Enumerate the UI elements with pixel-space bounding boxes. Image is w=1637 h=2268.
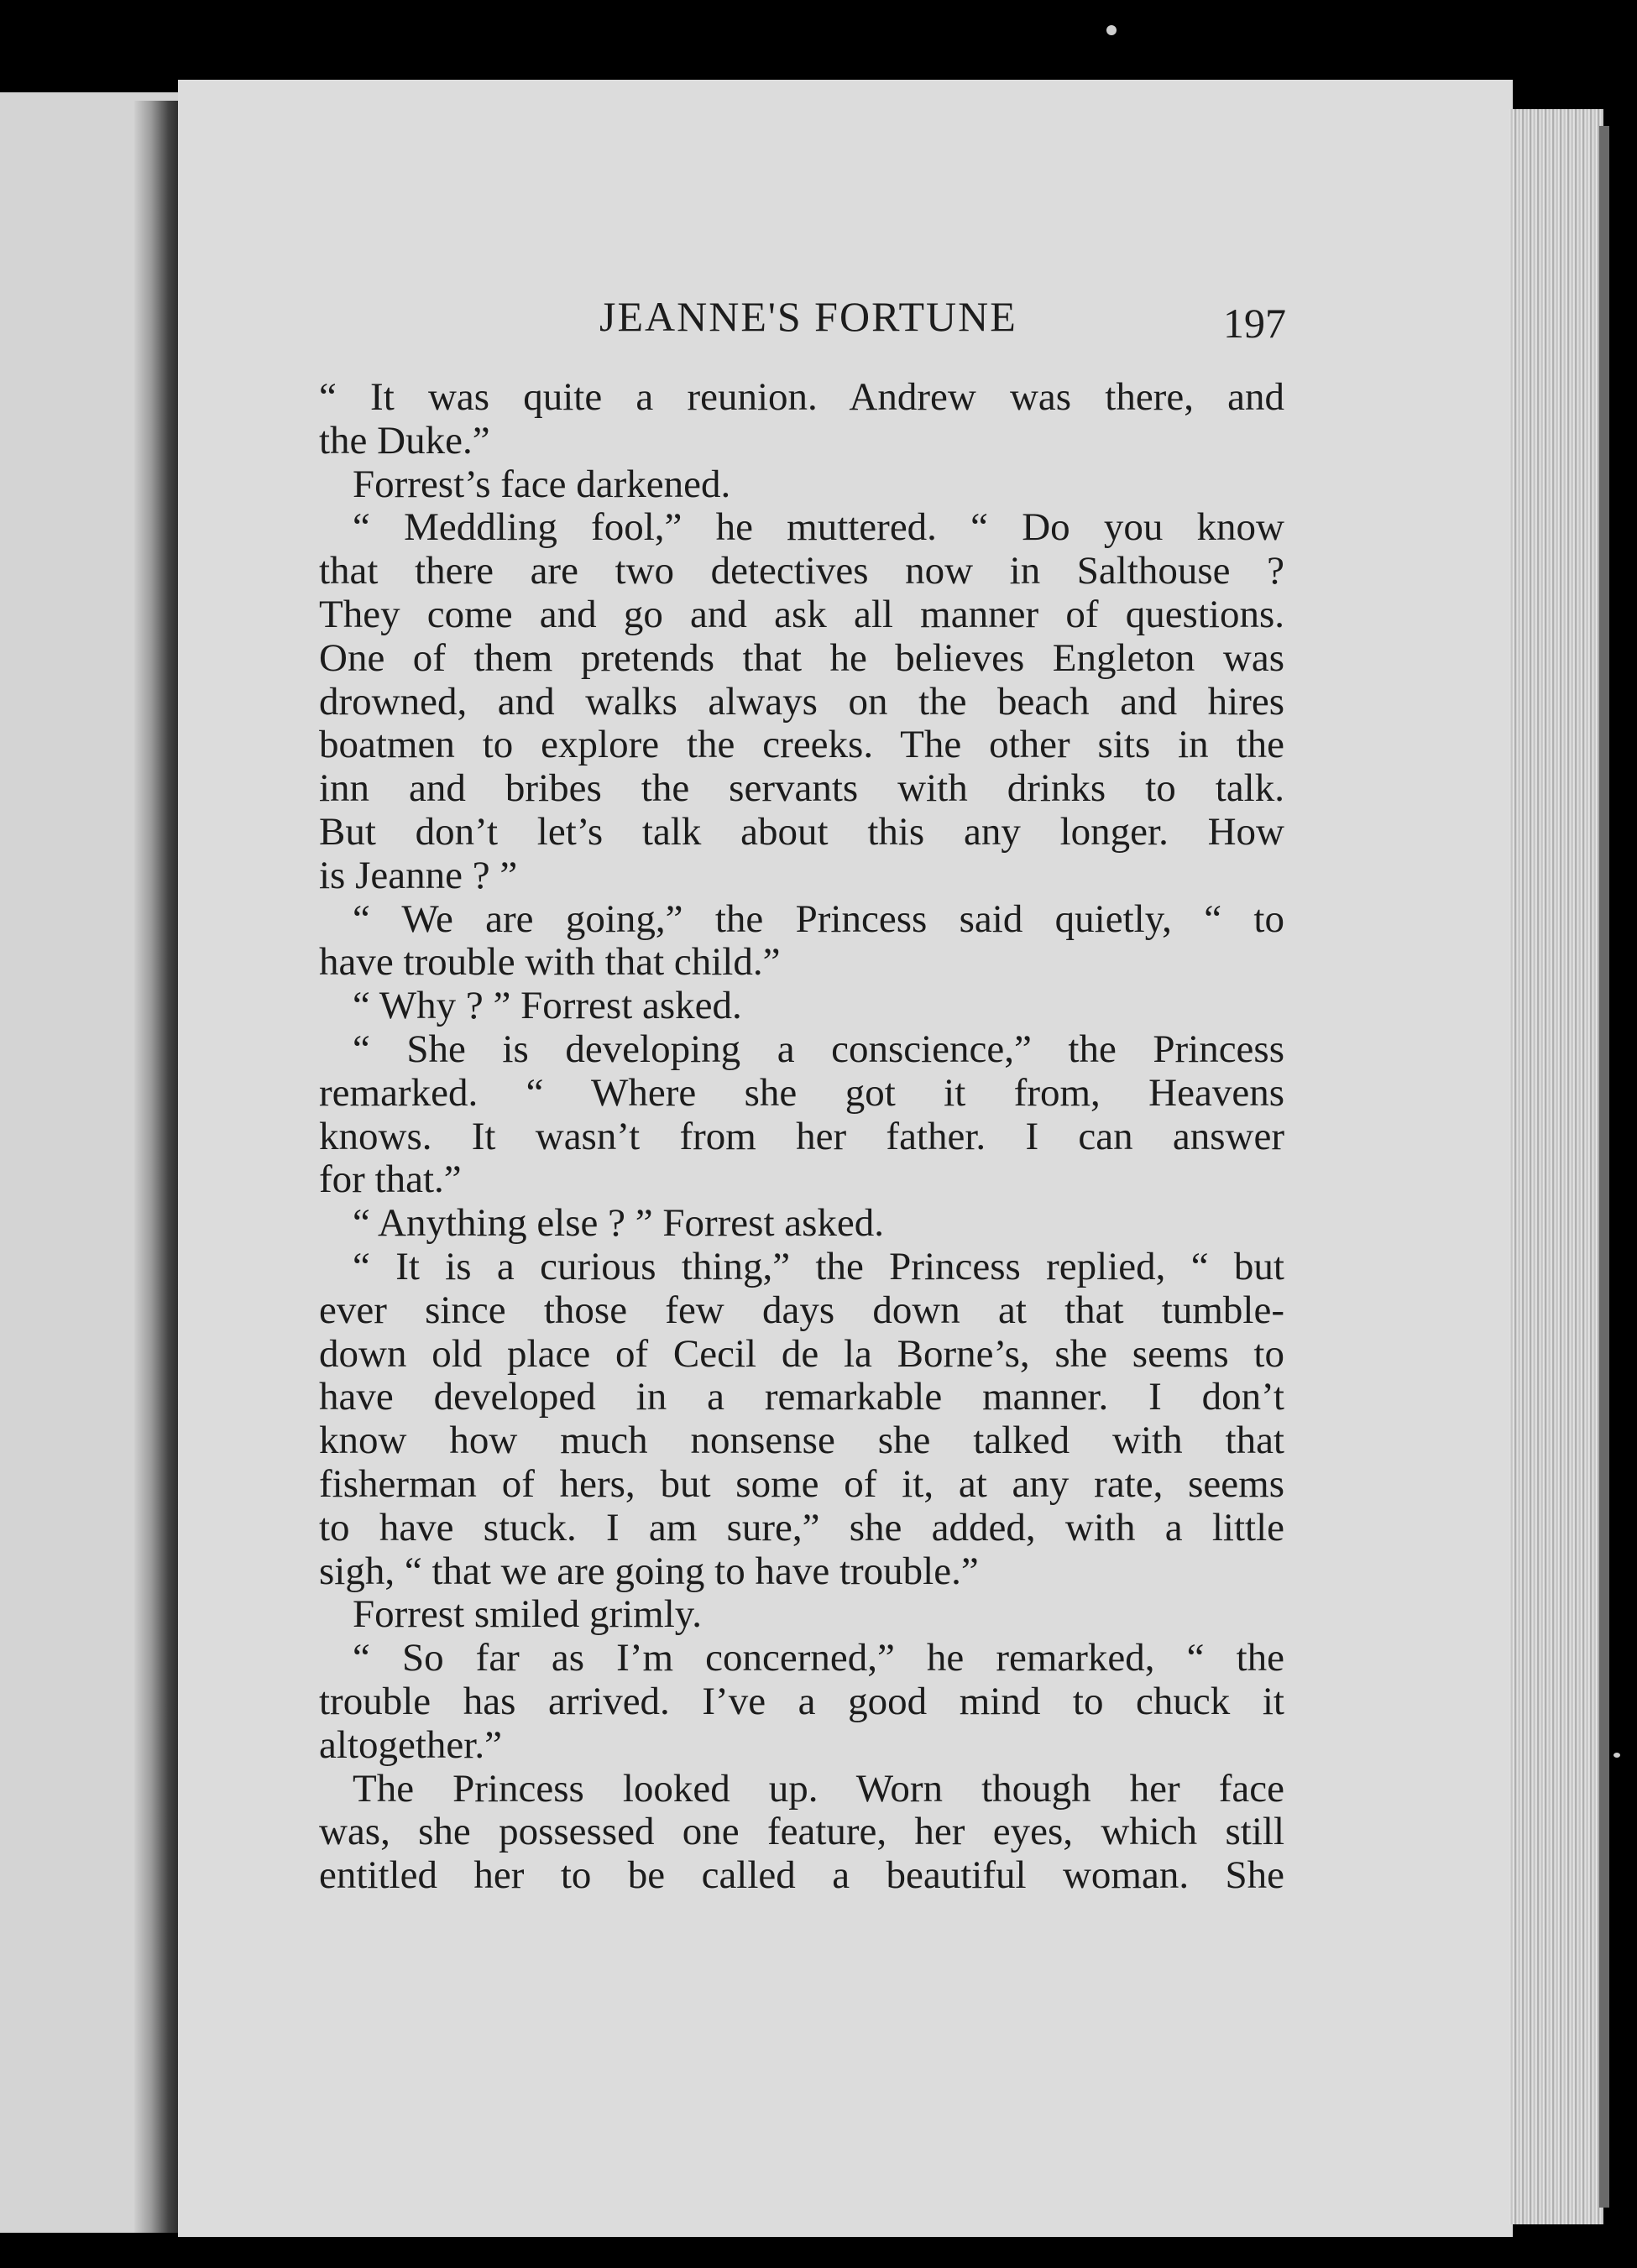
text-line: trouble has arrived. I’ve a good mind to chuck it — [319, 1679, 1284, 1723]
text-line: down old place of Cecil de la Borne’s, she seems to — [319, 1331, 1284, 1376]
text-line: Forrest’s face darkened. — [353, 462, 731, 506]
text-line: to have stuck. I am sure,” she added, with a little — [319, 1505, 1284, 1549]
text-line: have trouble with that child.” — [319, 940, 781, 985]
text-line: drowned, and walks always on the beach and hires — [319, 679, 1284, 724]
text-line: “ It was quite a reunion. Andrew was there, and — [319, 375, 1284, 419]
text-line: altogether.” — [319, 1722, 502, 1767]
page-block-fore-edge — [1509, 109, 1603, 2224]
text-line: boatmen to explore the creeks. The other sits in the — [319, 723, 1284, 767]
text-line: fisherman of hers, but some of it, at any rate, seems — [319, 1461, 1284, 1506]
text-line: “ Anything else ? ” Forrest asked. — [353, 1201, 885, 1246]
fore-edge-shadow — [1599, 126, 1609, 2208]
text-line: Forrest smiled grimly. — [353, 1592, 703, 1637]
body-text — [319, 376, 1284, 1898]
text-line: the Duke.” — [319, 418, 490, 462]
running-title: JEANNE'S FORTUNE — [599, 293, 1017, 340]
text-line: have developed in a remarkable manner. I don’t — [319, 1375, 1284, 1419]
page-number: 197 — [1223, 300, 1286, 347]
text-line: remarked. “ Where she got it from, Heavens — [319, 1070, 1284, 1115]
dust-speck — [1106, 25, 1117, 35]
gutter-shadow — [134, 101, 183, 2233]
text-line: “ We are going,” the Princess said quietly, “ to — [353, 896, 1284, 941]
text-line: knows. It wasn’t from her father. I can answer — [319, 1114, 1284, 1158]
text-line: entitled her to be called a beautiful woman. She — [319, 1853, 1284, 1898]
text-line: The Princess looked up. Worn though her face — [353, 1766, 1284, 1811]
text-line: “ Meddling fool,” he muttered. “ Do you know — [353, 505, 1284, 550]
text-line: They come and go and ask all manner of questions. — [319, 592, 1284, 636]
text-line: But don’t let’s talk about this any longer. How — [319, 809, 1284, 854]
text-line: One of them pretends that he believes Engleton was — [319, 635, 1284, 680]
dust-speck — [1613, 1753, 1620, 1758]
text-line: “ She is developing a conscience,” the Princess — [353, 1027, 1284, 1071]
text-line: ever since those few days down at that tumble- — [319, 1288, 1284, 1332]
text-line: that there are two detectives now in Salthouse ? — [319, 549, 1284, 593]
text-line: “ It is a curious thing,” the Princess replied, “ but — [353, 1244, 1284, 1288]
text-line: for that.” — [319, 1158, 462, 1202]
text-line: “ So far as I’m concerned,” he remarked, “ the — [353, 1636, 1284, 1680]
text-line: is Jeanne ? ” — [319, 853, 518, 897]
text-line: sigh, “ that we are going to have trouble.” — [319, 1549, 979, 1593]
text-line: inn and bribes the servants with drinks to talk. — [319, 766, 1284, 811]
text-line: was, she possessed one feature, her eyes, which still — [319, 1810, 1284, 1854]
text-line: “ Why ? ” Forrest asked. — [353, 984, 742, 1028]
text-line: know how much nonsense she talked with that — [319, 1419, 1284, 1463]
running-head — [178, 292, 1513, 351]
